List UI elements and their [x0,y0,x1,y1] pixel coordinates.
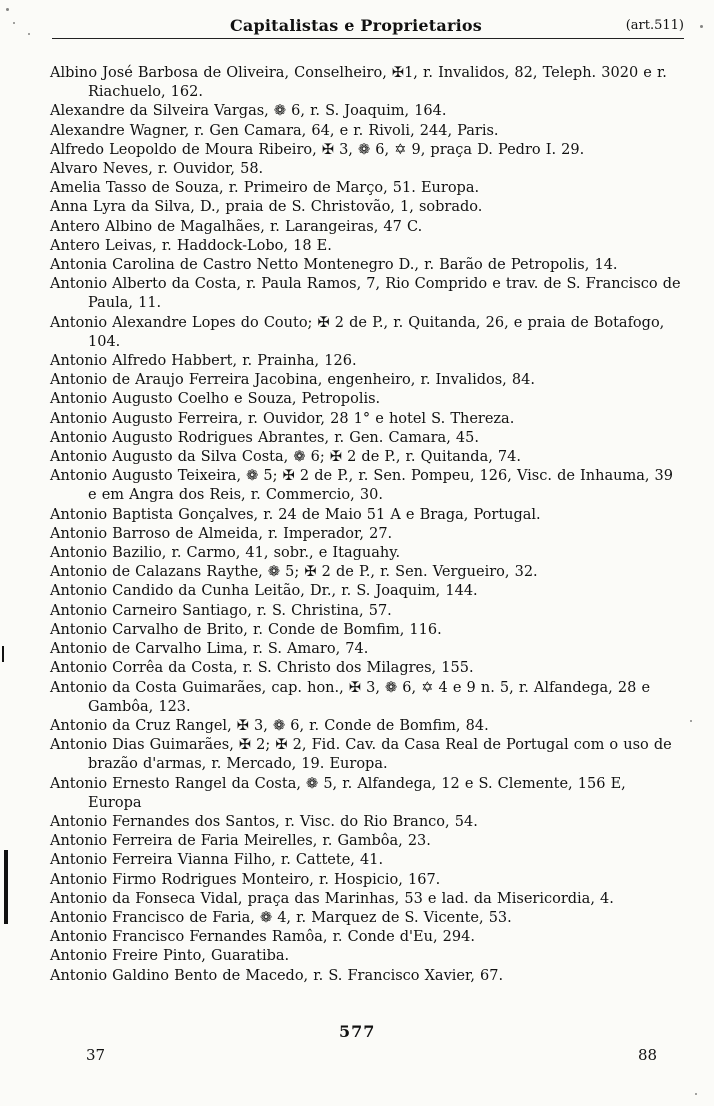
page-title: Capitalistas e Proprietarios [230,16,482,35]
entries-list [50,64,684,986]
list-item: Antonio Ferreira de Faria Meirelles, r. Gambôa, 23. [50,833,431,850]
list-item: Antonio Ferreira Vianna Filho, r. Cattete, 41. [50,852,384,869]
list-item: Antonio Freire Pinto, Guaratiba. [50,948,290,965]
list-item: Antonio Baptista Gonçalves, r. 24 de Maio 51 A e Braga, Portugal. [50,506,541,523]
scan-speck [6,8,9,11]
list-item: Antonio Augusto Coelho e Souza, Petropolis. [50,391,381,408]
left-margin-bar [4,850,8,924]
list-item: Antonio Augusto Ferreira, r. Ouvidor, 28 1° e hotel S. Thereza. [50,410,515,427]
list-item: Antonio de Calazans Raythe, ❁ 5; ✠ 2 de P., r. Sen. Vergueiro, 32. [50,564,538,581]
list-item: Antonio Carneiro Santiago, r. S. Christina, 57. [50,602,392,619]
footer-right-number: 88 [638,1046,658,1064]
list-item: Antero Albino de Magalhães, r. Larangeiras, 47 C. [50,218,423,235]
list-item: Antonio Alfredo Habbert, r. Prainha, 126. [50,353,357,370]
footer-left-number: 37 [86,1046,106,1064]
list-item: Antero Leivas, r. Haddock-Lobo, 18 E. [50,237,332,254]
list-item: Antonio Augusto Rodrigues Abrantes, r. Gen. Camara, 45. [50,429,479,446]
scan-speck [690,720,692,722]
list-item: Antonio de Araujo Ferreira Jacobina, engenheiro, r. Invalidos, 84. [50,372,535,389]
folio-number: 577 [339,1022,376,1041]
list-item: Antonio da Cruz Rangel, ✠ 3, ❁ 6, r. Conde de Bomfim, 84. [50,717,489,734]
list-item: Alexandre Wagner, r. Gen Camara, 64, e r. Rivoli, 244, Paris. [50,122,499,139]
list-item: Albino José Barbosa de Oliveira, Conselheiro, ✠1, r. Invalidos, 82, Teleph. 3020 e r. Riachuelo, 162. [50,65,667,101]
list-item: Antonio Francisco Fernandes Ramôa, r. Conde d'Eu, 294. [50,929,475,946]
list-item: Antonio Candido da Cunha Leitão, Dr., r. S. Joaquim, 144. [50,583,478,600]
header-rule [52,38,684,39]
list-item: Antonio Carvalho de Brito, r. Conde de Bomfim, 116. [50,621,442,638]
list-item: Antonio Firmo Rodrigues Monteiro, r. Hospicio, 167. [50,871,441,888]
list-item: Amelia Tasso de Souza, r. Primeiro de Março, 51. Europa. [50,180,480,197]
list-item: Antonio de Carvalho Lima, r. S. Amaro, 74. [50,641,369,658]
list-item: Alvaro Neves, r. Ouvidor, 58. [50,161,264,178]
list-item: Anna Lyra da Silva, D., praia de S. Christovão, 1, sobrado. [50,199,483,216]
list-item: Antonio Augusto da Silva Costa, ❁ 6; ✠ 2 de P., r. Quitanda, 74. [50,449,521,466]
scan-speck [700,25,703,28]
list-item: Antonio Galdino Bento de Macedo, r. S. Francisco Xavier, 67. [50,967,504,984]
list-item: Antonio da Fonseca Vidal, praça das Marinhas, 53 e lad. da Misericordia, 4. [50,890,614,907]
list-item: Antonio Corrêa da Costa, r. S. Christo dos Milagres, 155. [50,660,474,677]
scan-speck [695,1093,697,1095]
list-item: Antonia Carolina de Castro Netto Montenegro D., r. Barão de Petropolis, 14. [50,257,618,274]
list-item: Antonio Alberto da Costa, r. Paula Ramos, 7, Rio Comprido e trav. de S. Francisco de Paula, 11. [50,276,681,312]
article-number: (art.511) [625,18,684,33]
list-item: Antonio Ernesto Rangel da Costa, ❁ 5, r. Alfandega, 12 e S. Clemente, 156 E, Europa [50,775,626,811]
left-margin-bracket [2,646,4,662]
scan-speck [28,33,30,35]
list-item: Alfredo Leopoldo de Moura Ribeiro, ✠ 3, ❁ 6, ✡ 9, praça D. Pedro I. 29. [50,141,585,158]
scan-speck [13,22,15,24]
list-item: Antonio Augusto Teixeira, ❁ 5; ✠ 2 de P., r. Sen. Pompeu, 126, Visc. de Inhauma, 39 e em Angra dos Reis, r. Commercio, 30. [50,468,674,504]
list-item: Antonio Francisco de Faria, ❁ 4, r. Marquez de S. Vicente, 53. [50,909,512,926]
list-item: Alexandre da Silveira Vargas, ❁ 6, r. S. Joaquim, 164. [50,103,447,120]
list-item: Antonio Alexandre Lopes do Couto; ✠ 2 de P., r. Quitanda, 26, e praia de Botafogo, 104. [50,314,665,350]
list-item: Antonio Fernandes dos Santos, r. Visc. do Rio Branco, 54. [50,813,478,830]
list-item: Antonio Barroso de Almeida, r. Imperador, 27. [50,525,393,542]
page-header [52,16,684,44]
list-item: Antonio Dias Guimarães, ✠ 2; ✠ 2, Fid. Cav. da Casa Real de Portugal com o uso de brazão d'armas, r. Mercado, 19. Europa. [50,737,672,773]
list-item: Antonio da Costa Guimarães, cap. hon., ✠ 3, ❁ 6, ✡ 4 e 9 n. 5, r. Alfandega, 28 e Gambôa, 123. [50,679,651,715]
list-item: Antonio Bazilio, r. Carmo, 41, sobr., e Itaguahy. [50,545,401,562]
